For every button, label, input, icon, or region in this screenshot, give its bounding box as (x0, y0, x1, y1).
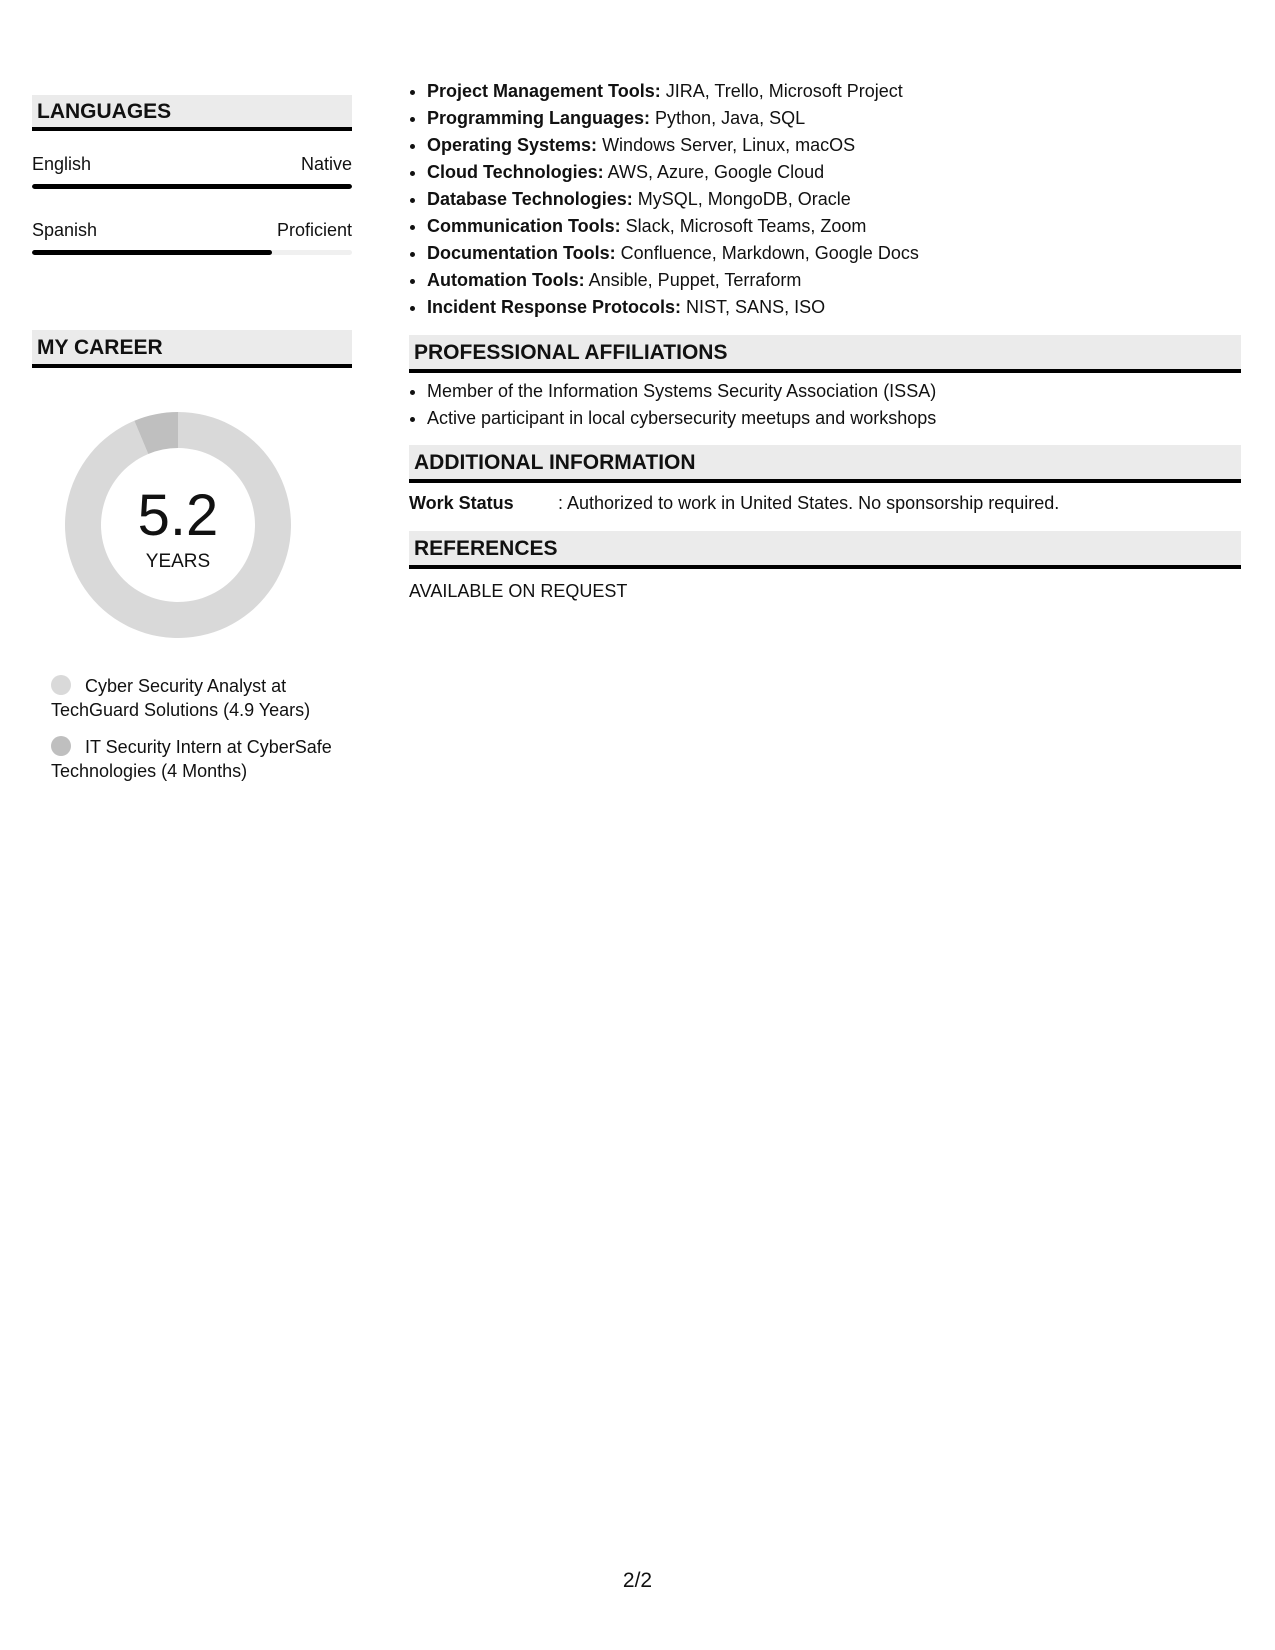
skill-item (427, 213, 1241, 240)
language-level: Native (300, 154, 352, 174)
affiliation-item: • Member of the Information Systems Security Association (ISSA) (427, 378, 1241, 405)
skill-label: Programming Languages: (427, 108, 651, 128)
career-donut-chart (65, 412, 291, 638)
skill-value: JIRA, Trello, Microsoft Project (660, 81, 903, 101)
legend-label: Cyber Security Analyst at TechGuard Solutions (4.9 Years) (51, 676, 311, 720)
skill-label: Database Technologies: (427, 189, 633, 209)
skill-label: Cloud Technologies: (427, 162, 604, 182)
affiliation-item: • Active participant in local cybersecurity meetups and workshops (427, 405, 1241, 432)
skill-item (427, 240, 1241, 267)
skill-value: Slack, Microsoft Teams, Zoom (620, 216, 867, 236)
skill-item (427, 105, 1241, 132)
additional-info-header: ADDITIONAL INFORMATION (409, 445, 1241, 483)
work-status-value: : Authorized to work in United States. No sponsorship required. (558, 493, 1060, 513)
language-level: Proficient (276, 220, 352, 240)
legend-dot-icon (51, 736, 71, 756)
skill-value: Python, Java, SQL (650, 108, 806, 128)
skill-value: Windows Server, Linux, macOS (597, 135, 856, 155)
language-proficiency-fill (32, 250, 272, 255)
language-name: Spanish (32, 220, 98, 240)
career-header: MY CAREER (32, 330, 352, 368)
career-total-value: 5.2 (137, 483, 219, 548)
career-center-label (65, 412, 291, 638)
language-item-spanish (32, 219, 352, 255)
legend-item (51, 735, 341, 783)
skill-label: Project Management Tools: (427, 81, 661, 101)
right-column (409, 78, 1241, 602)
left-column (32, 95, 352, 796)
skill-value: NIST, SANS, ISO (681, 297, 826, 317)
skill-item (427, 267, 1241, 294)
page-number: 2/2 (622, 1569, 653, 1592)
work-status-label: Work Status (409, 493, 514, 513)
legend-dot-icon (51, 675, 71, 695)
references-header: REFERENCES (409, 531, 1241, 569)
language-proficiency-bar (32, 184, 352, 189)
references-text: AVAILABLE ON REQUEST (409, 581, 628, 601)
legend-item (51, 674, 341, 722)
skill-label: Incident Response Protocols: (427, 297, 682, 317)
language-proficiency-bar (32, 250, 352, 255)
skill-label: Communication Tools: (427, 216, 621, 236)
skill-item (427, 159, 1241, 186)
skill-item (427, 78, 1241, 105)
skill-value: Confluence, Markdown, Google Docs (615, 243, 919, 263)
affiliations-list (409, 378, 1241, 432)
skill-label: Automation Tools: (427, 270, 585, 290)
skill-label: Documentation Tools: (427, 243, 616, 263)
language-item-english (32, 153, 352, 189)
languages-header: LANGUAGES (32, 95, 352, 131)
skill-value: AWS, Azure, Google Cloud (603, 162, 825, 182)
skill-item (427, 186, 1241, 213)
skill-item (427, 294, 1241, 321)
skill-label: Operating Systems: (427, 135, 598, 155)
language-name: English (32, 154, 92, 174)
skills-list (409, 78, 1241, 321)
career-total-unit: YEARS (145, 551, 211, 572)
skill-item (427, 132, 1241, 159)
affiliations-header: PROFESSIONAL AFFILIATIONS (409, 335, 1241, 373)
skill-value: Ansible, Puppet, Terraform (584, 270, 802, 290)
language-proficiency-fill (32, 184, 352, 189)
legend-label: IT Security Intern at CyberSafe Technologies (4 Months) (51, 737, 332, 781)
skill-value: MySQL, MongoDB, Oracle (632, 189, 851, 209)
work-status-row (409, 492, 1241, 514)
career-legend (51, 674, 341, 783)
